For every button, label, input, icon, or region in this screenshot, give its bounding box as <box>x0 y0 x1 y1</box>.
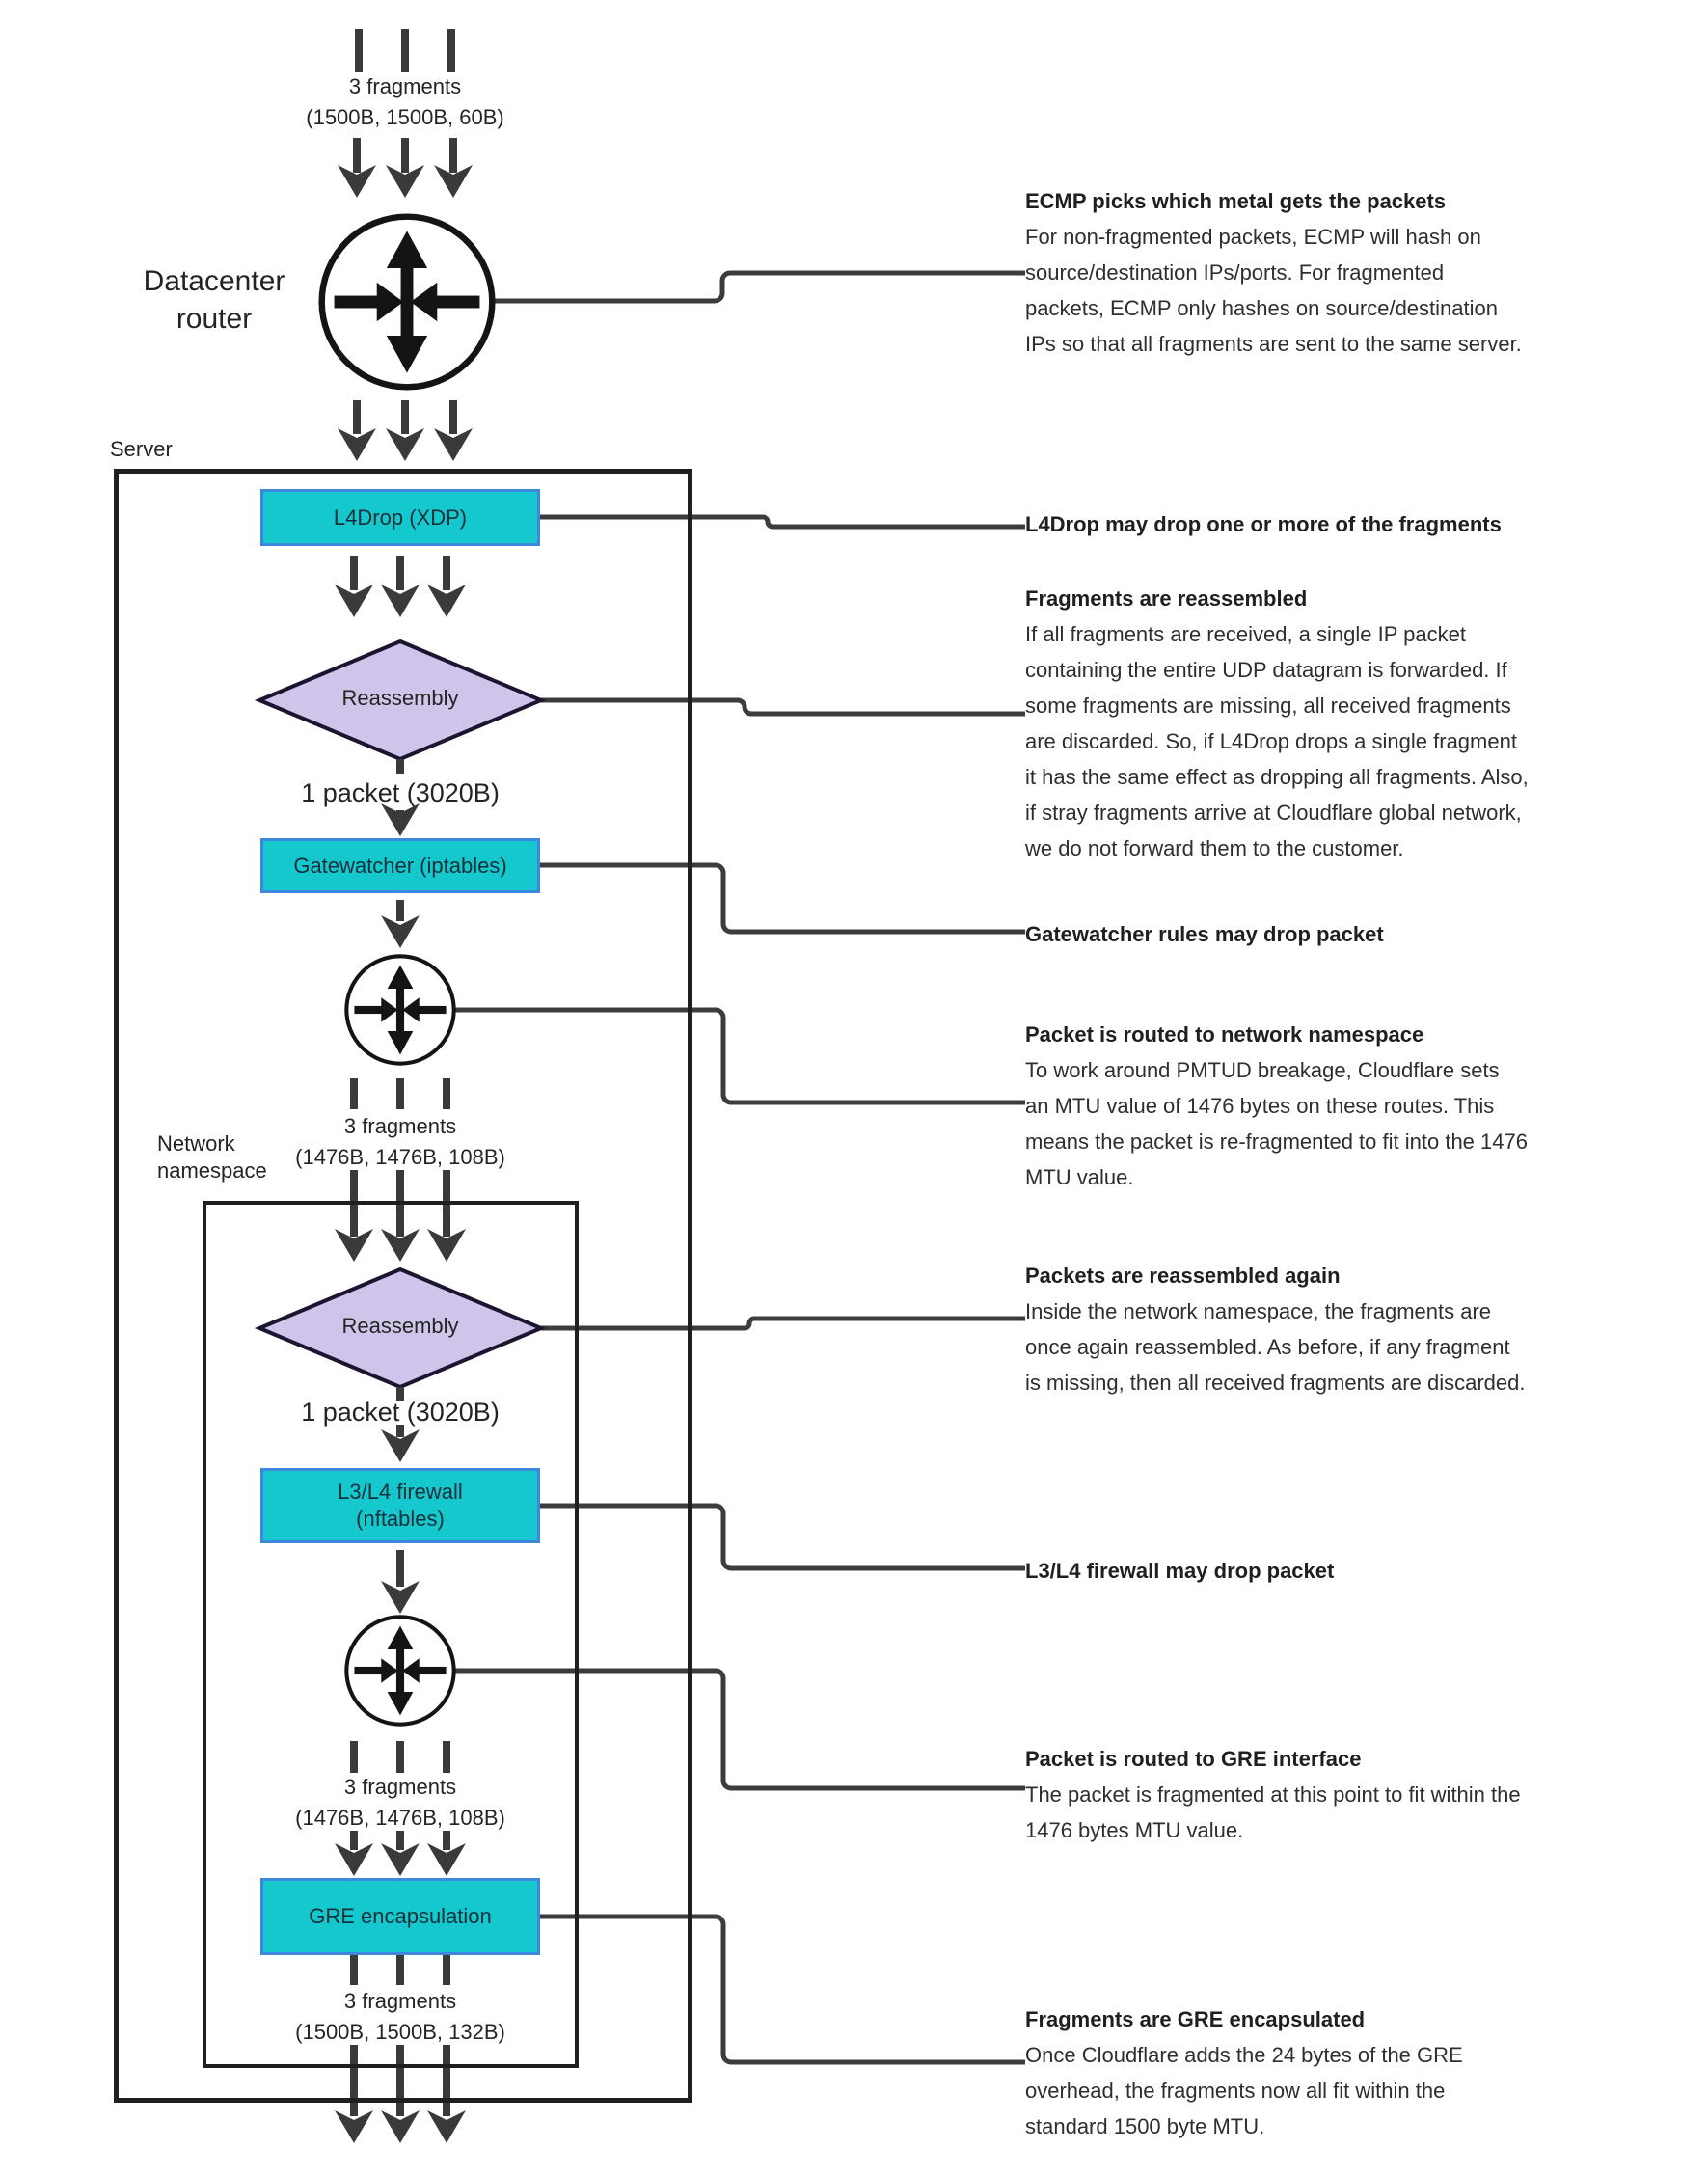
fragments-count-3: 3 fragments <box>343 1775 457 1799</box>
fragments-count-top: 3 fragments <box>348 74 462 98</box>
l4drop-box <box>260 489 540 546</box>
fragment-sizes-4: (1500B, 1500B, 132B) <box>295 2020 505 2044</box>
datacenter-router-label: Datacenter router <box>143 265 285 335</box>
packet-1-label: 1 packet (3020B) <box>301 778 500 807</box>
annotation-reassembled-body: If all fragments are received, a single IP packet containing the entire UDP datagram is forwarded. If some fragments are missing, all received fragments are discarded. So, if L4Drop drops a single fragment it has the same effect as dropping all fragments. Also, if stray fragments arrive at Cloudflare global network, we do not forward them to the customer. <box>1025 622 1529 860</box>
annotation-ecmp-body: For non-fragmented packets, ECMP will hash on source/destination IPs/ports. For fragmented packets, ECMP only hashes on source/destination IPs so that all fragments are sent to the same server. <box>1025 225 1522 356</box>
annotation-gre-route-title: Packet is routed to GRE interface <box>1025 1747 1362 1771</box>
annotation-reassembled-again-body: Inside the network namespace, the fragments are once again reassembled. As before, if any fragment is missing, then all received fragments are discarded. <box>1025 1299 1526 1395</box>
annotation-netns-route-title: Packet is routed to network namespace <box>1025 1022 1424 1047</box>
annotation-gre-route <box>1025 1741 1529 1848</box>
annotation-reassembled <box>1025 581 1529 866</box>
annotation-gre-encap-body: Once Cloudflare adds the 24 bytes of the GRE overhead, the fragments now all fit within the standard 1500 byte MTU. <box>1025 2043 1463 2138</box>
annotation-reassembled-title: Fragments are reassembled <box>1025 586 1308 611</box>
fragments-count-2: 3 fragments <box>343 1114 457 1138</box>
annotation-l4drop <box>1025 506 1529 542</box>
annotation-netns-route-body: To work around PMTUD breakage, Cloudflare sets an MTU value of 1476 bytes on these routes. This means the packet is re-fragmented to fit into the 1476 MTU value. <box>1025 1058 1528 1189</box>
fragment-ticks-top <box>359 29 451 72</box>
gre-encapsulation-label: GRE encapsulation <box>309 1904 492 1928</box>
annotation-l4drop-title: L4Drop may drop one or more of the fragments <box>1025 512 1502 536</box>
packet-2-label: 1 packet (3020B) <box>301 1398 500 1427</box>
annotation-firewall-title: L3/L4 firewall may drop packet <box>1025 1559 1335 1583</box>
l3l4-firewall-label-line2: (nftables) <box>356 1507 445 1531</box>
annotation-ecmp <box>1025 183 1529 362</box>
annotation-gatewatcher-title: Gatewatcher rules may drop packet <box>1025 922 1384 946</box>
annotation-reassembled-again <box>1025 1258 1529 1401</box>
l4drop-label: L4Drop (XDP) <box>333 504 468 530</box>
fragment-sizes-2: (1476B, 1476B, 108B) <box>295 1145 505 1169</box>
connector-ecmp <box>492 273 1025 301</box>
annotation-gre-route-body: The packet is fragmented at this point to fit within the 1476 bytes MTU value. <box>1025 1782 1521 1842</box>
annotation-gre-encap-title: Fragments are GRE encapsulated <box>1025 2007 1366 2031</box>
l3l4-firewall-label-line1: L3/L4 firewall <box>338 1480 463 1504</box>
reassembly-1-label: Reassembly <box>341 686 459 710</box>
annotation-ecmp-title: ECMP picks which metal gets the packets <box>1025 189 1447 213</box>
fragment-sizes-top: (1500B, 1500B, 60B) <box>306 105 504 129</box>
network-namespace-label: Network namespace <box>157 1131 267 1183</box>
gre-encapsulation-box <box>260 1878 540 1955</box>
annotation-gatewatcher <box>1025 916 1529 952</box>
reassembly-2-label: Reassembly <box>341 1314 459 1338</box>
gatewatcher-box <box>260 838 540 893</box>
down-arrows-into-router <box>338 138 473 198</box>
fragments-count-4: 3 fragments <box>343 1989 457 2013</box>
annotation-gre-encap <box>1025 2001 1529 2144</box>
annotation-firewall <box>1025 1553 1529 1589</box>
annotation-netns-route <box>1025 1017 1529 1195</box>
l3l4-firewall-box <box>260 1468 540 1543</box>
down-arrows-into-server <box>338 400 473 461</box>
fragment-sizes-3: (1476B, 1476B, 108B) <box>295 1806 505 1830</box>
gatewatcher-label: Gatewatcher (iptables) <box>293 853 507 878</box>
datacenter-router-icon <box>322 217 493 388</box>
annotation-reassembled-again-title: Packets are reassembled again <box>1025 1264 1341 1288</box>
server-label: Server <box>110 437 173 461</box>
